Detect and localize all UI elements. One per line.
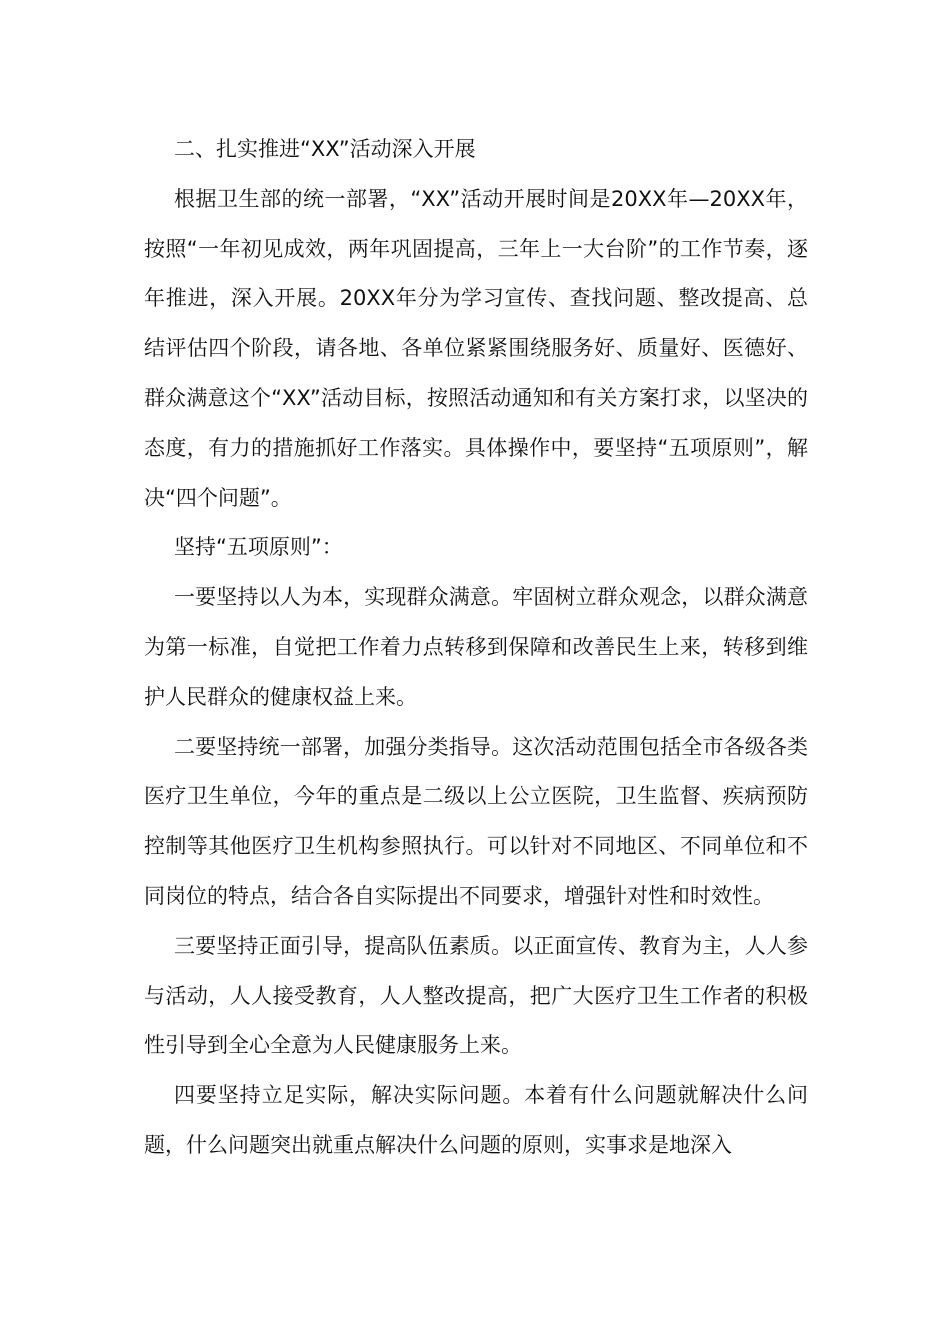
paragraph-principle-3: 三要坚持正面引导，提高队伍素质。以正面宣传、教育为主，人人参与活动，人人接受教育，人人整改提高，把广大医疗卫生工作者的积极性引导到全心全意为人民健康服务上来。 [144,933,808,1058]
section-heading: 二、扎实推进“XX”活动深入开展 [174,137,476,161]
document-body [144,125,808,1171]
paragraph-principle-2: 二要坚持统一部署，加强分类指导。这次活动范围包括全市各级各类医疗卫生单位，今年的重点是二级以上公立医院，卫生监督、疾病预防控制等其他医疗卫生机构参照执行。可以针对不同地区、不同单位和不同岗位的特点，结合各自实际提出不同要求，增强针对性和时效性。 [144,734,808,908]
paragraph-deployment: 根据卫生部的统一部署，“XX”活动开展时间是20XX年—20XX年，按照“一年初见成效，两年巩固提高，三年上一大台阶”的工作节奏，逐年推进，深入开展。20XX年分为学习宣传、查找问题、整改提高、总结评估四个阶段，请各地、各单位紧紧围绕服务好、质量好、医德好、群众满意这个“XX”活动目标，按照活动通知和有关方案打求，以坚决的态度，有力的措施抓好工作落实。具体操作中，要坚持“五项原则”，解决“四个问题”。 [144,186,808,510]
paragraph-principle-4: 四要坚持立足实际，解决实际问题。本着有什么问题就解决什么问题，什么问题突出就重点解决什么问题的原则，实事求是地深入 [144,1083,808,1157]
paragraph-principles-intro: 坚持“五项原则”： [174,535,343,560]
paragraph-principle-1: 一要坚持以人为本，实现群众满意。牢固树立群众观念，以群众满意为第一标准，自觉把工作着力点转移到保障和改善民生上来，转移到维护人民群众的健康权益上来。 [144,585,808,709]
